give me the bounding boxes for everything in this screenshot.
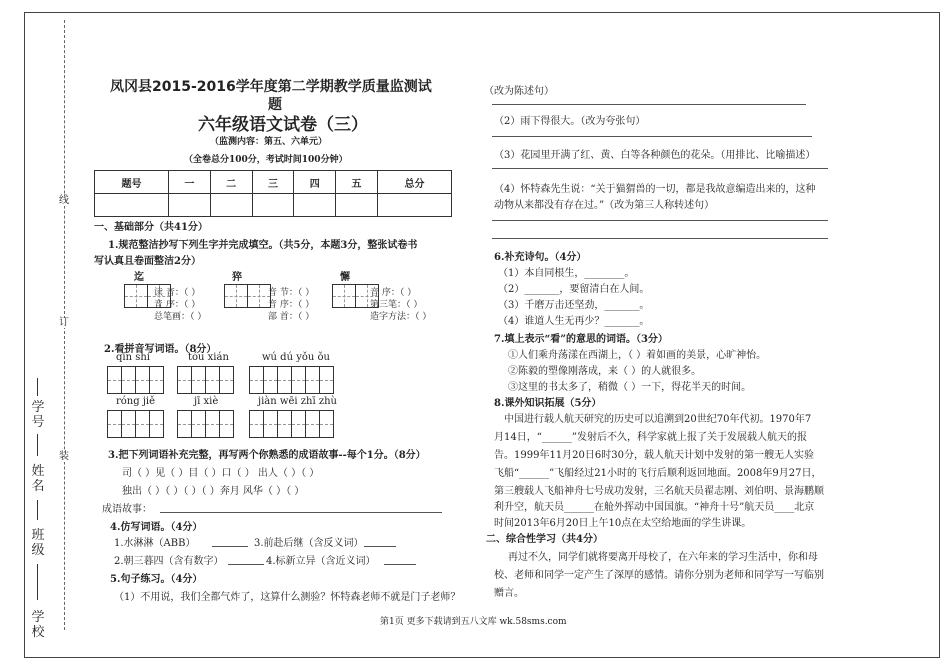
label-name: 姓名 [31, 464, 45, 494]
q1-fill-strokes[interactable]: 总笔画：（ ） [154, 312, 207, 322]
section2-para-line-3: 赠言。 [494, 588, 524, 599]
q4-answer-line-3[interactable] [364, 546, 396, 547]
q2-pinyin-5: jī xiè [194, 396, 219, 407]
exam-title-line2: 题 [268, 97, 282, 113]
q1-title-b: 写认真且卷面整洁2分） [94, 256, 201, 267]
exam-scope: （监测内容：第五、六单元） [210, 137, 328, 147]
q6-line-4[interactable]: （4）谁道人生无再少？_______。 [498, 316, 650, 327]
score-header-cell: 二 [210, 171, 252, 194]
q1-fill-radical[interactable]: 部 首：（ ） [268, 312, 315, 322]
exam-main-title: 六年级语文试卷（三） [198, 115, 368, 135]
label-student-id: 学号 [31, 400, 45, 430]
q5-answer-line-3[interactable] [492, 168, 828, 169]
label-school: 学校 [31, 610, 45, 640]
q1-title-a: 1.规范整洁抄写下列生字并完成填空。（共5分，本题3分，整张试卷书 [108, 240, 418, 251]
q2-title: 2.看拼音写词语。（8分） [104, 344, 217, 355]
binding-char-xian: 线 [59, 195, 69, 206]
q3-title: 3.把下列词语补充完整，再写两个你熟悉的成语故事--每个1分。（8分） [108, 450, 426, 461]
q5-item-2: （2）雨下得很大。（改为夸张句） [494, 116, 646, 127]
q1-fill-pronunciation[interactable]: 读 音：（ ） [154, 288, 201, 298]
q5-item-4b: 动物从来都没有存在过。”（改为第三人称转述句） [494, 200, 715, 211]
q5-answer-line-1[interactable] [492, 104, 806, 105]
q2-grid-1[interactable] [108, 366, 164, 394]
score-header-cell: 一 [168, 171, 210, 194]
score-cell[interactable] [377, 194, 451, 217]
q4-title: 4.仿写词语。（4分） [110, 522, 203, 533]
q8-para-line-4: 飞船“______”飞船经过21小时的飞行后顺利返回地面。2008年9月27日， [494, 468, 822, 479]
score-header-cell: 题号 [95, 171, 169, 194]
score-header-cell: 五 [336, 171, 378, 194]
q8-para-line-2: 月14日，“______”发射后不久，科学家就上报了关于发展载人航天的报 [494, 432, 807, 443]
q7-title: 7.填上表示“看”的意思的词语。（3分） [494, 334, 668, 345]
q1-fill-syllable[interactable]: 音 节：（ ） [268, 288, 315, 298]
q1-fill-formation[interactable]: 造字方法：（ ） [370, 312, 432, 322]
q1-fill-order-3[interactable]: 音 序：（ ） [370, 288, 417, 298]
binding-char-zhuang: 装 [59, 451, 69, 462]
score-cell[interactable] [95, 194, 169, 217]
q3-answer-line[interactable] [160, 512, 442, 513]
score-cell[interactable] [168, 194, 210, 217]
q5-title: 5.句子练习。（4分） [110, 574, 203, 585]
q5-answer-line-2[interactable] [492, 136, 812, 137]
exam-meta: （全卷总分100分，考试时间100分钟） [184, 155, 348, 165]
q6-line-2[interactable]: （2）_______，要留清白在人间。 [498, 284, 650, 295]
section2-para-line-2: 校、老师和同学一定产生了深厚的感情。请你分别为老师和同学写一写临别 [494, 570, 824, 581]
q3-row-2[interactable]: 独出（ ）（ ）（ ）（ ）奔月 风华（ ）（ ） [122, 486, 305, 497]
q8-para-line-1: 中国进行载人航天研究的历史可以追溯到20世纪70年代初。1970年7 [504, 414, 812, 425]
section1-heading: 一、基础部分（共41分） [94, 222, 208, 233]
q2-pinyin-2: tóu xián [188, 352, 229, 363]
q2-grid-2[interactable] [178, 366, 234, 394]
q7-line-1[interactable]: ①人们乘舟荡漾在西湖上，（ ）着如画的美景，心旷神怡。 [508, 350, 767, 361]
q1-char-3: 懈 [340, 272, 350, 283]
q2-pinyin-3: wú dú yǒu ǒu [262, 352, 330, 363]
page-footer: 第1页 更多下载请到五八文库 wk.58sms.com [380, 617, 567, 627]
q2-pinyin-6: jiàn wēi zhī zhù [258, 396, 337, 407]
q7-line-3[interactable]: ③这里的书太多了，稍微（ ）一下，得花半天的时间。 [508, 382, 752, 393]
score-cell[interactable] [252, 194, 294, 217]
q2-grid-5[interactable] [178, 410, 234, 438]
student-info-strip [28, 378, 48, 648]
q3-row-3-label: 成语故事： [102, 504, 152, 515]
score-cell[interactable] [336, 194, 378, 217]
q4-item-1: 1.水淋淋（ABB） [114, 538, 196, 549]
section2-para-line-1: 再过不久，同学们就将要离开母校了，在六年来的学习生活中，你和母 [508, 552, 818, 563]
q1-char-1: 迄 [134, 272, 144, 283]
q2-pinyin-4: róng jiě [116, 396, 156, 407]
q4-answer-line-1[interactable] [212, 546, 248, 547]
q1-char-2: 猝 [232, 272, 242, 283]
q2-grid-3[interactable] [250, 366, 334, 394]
q5-answer-line-4b[interactable] [492, 238, 828, 239]
q4-item-2: 2.朝三暮四（含有数字） [114, 556, 224, 567]
q6-title: 6.补充诗句。（4分） [494, 252, 587, 263]
label-class: 班级 [31, 528, 45, 558]
q5-item-1: （1）不用说，我们全都气炸了，这算什么测验？怀特森老师不就是门子老师？ [114, 592, 461, 603]
q2-grid-4[interactable] [108, 410, 164, 438]
q4-item-4: 4.标新立异（含近义词） [266, 556, 376, 567]
q5-item-4a: （4）怀特森先生说：“关于猫猬兽的一切，都是我故意编造出来的，这种 [494, 184, 816, 195]
q4-answer-line-2[interactable] [228, 564, 264, 565]
q1-fill-third-stroke[interactable]: 第三笔：（ ） [370, 300, 423, 310]
q2-pinyin-1: qīn shí [116, 352, 150, 363]
q1-fill-order-2[interactable]: 音 序：（ ） [268, 300, 315, 310]
exam-title-line1: 凤冈县2015-2016学年度第二学期教学质量监测试 [110, 79, 432, 95]
q8-para-line-6: 利升空，航天员______在舱外挥动中国国旗。“神舟十号”航天员____北京 [494, 502, 815, 513]
q8-para-line-7: 时间2013年6月20日上午10点在太空给地面的学生讲课。 [494, 518, 752, 529]
binding-char-ding: 订 [59, 317, 69, 328]
q5-item-3: （3）花园里开满了红、黄、白等各种颜色的花朵。（用排比、比喻描述） [494, 150, 816, 161]
score-table [94, 170, 452, 217]
q8-title: 8.课外知识拓展（5分） [494, 398, 602, 409]
score-header-cell: 总分 [377, 171, 451, 194]
q7-line-2[interactable]: ②陈毅的塑像刚落成，来（ ）的人就很多。 [508, 366, 702, 377]
score-header-cell: 四 [294, 171, 336, 194]
score-cell[interactable] [294, 194, 336, 217]
score-cell[interactable] [210, 194, 252, 217]
q4-answer-line-4[interactable] [384, 564, 416, 565]
q6-line-3[interactable]: （3）千磨万击还坚劲，_______。 [498, 300, 650, 311]
q5-answer-line-4a[interactable] [492, 220, 828, 221]
q5-item-1-hint: （改为陈述句） [484, 86, 554, 97]
q2-grid-6[interactable] [250, 410, 334, 438]
q8-para-line-5: 第三艘载人飞船神舟七号成功发射，三名航天员翟志刚、刘伯明、景海鹏顺 [494, 486, 824, 497]
q1-fill-order[interactable]: 音 序：（ ） [154, 300, 201, 310]
section2-heading: 二、综合性学习（共4分） [486, 534, 603, 545]
q6-line-1[interactable]: （1）本自同根生，________。 [498, 268, 635, 279]
score-header-cell: 三 [252, 171, 294, 194]
q4-item-3: 3.前赴后继（含反义词） [254, 538, 364, 549]
q1-grid-2[interactable] [224, 284, 271, 308]
q8-para-line-3: 告。1999年11月20日6时30分，载人航天计划中发射的第一艘无人实验 [494, 450, 814, 461]
q3-row-1[interactable]: 司（ ）见（ ）目（ ）口（ ） 出人（ ）（ ） [122, 468, 320, 479]
